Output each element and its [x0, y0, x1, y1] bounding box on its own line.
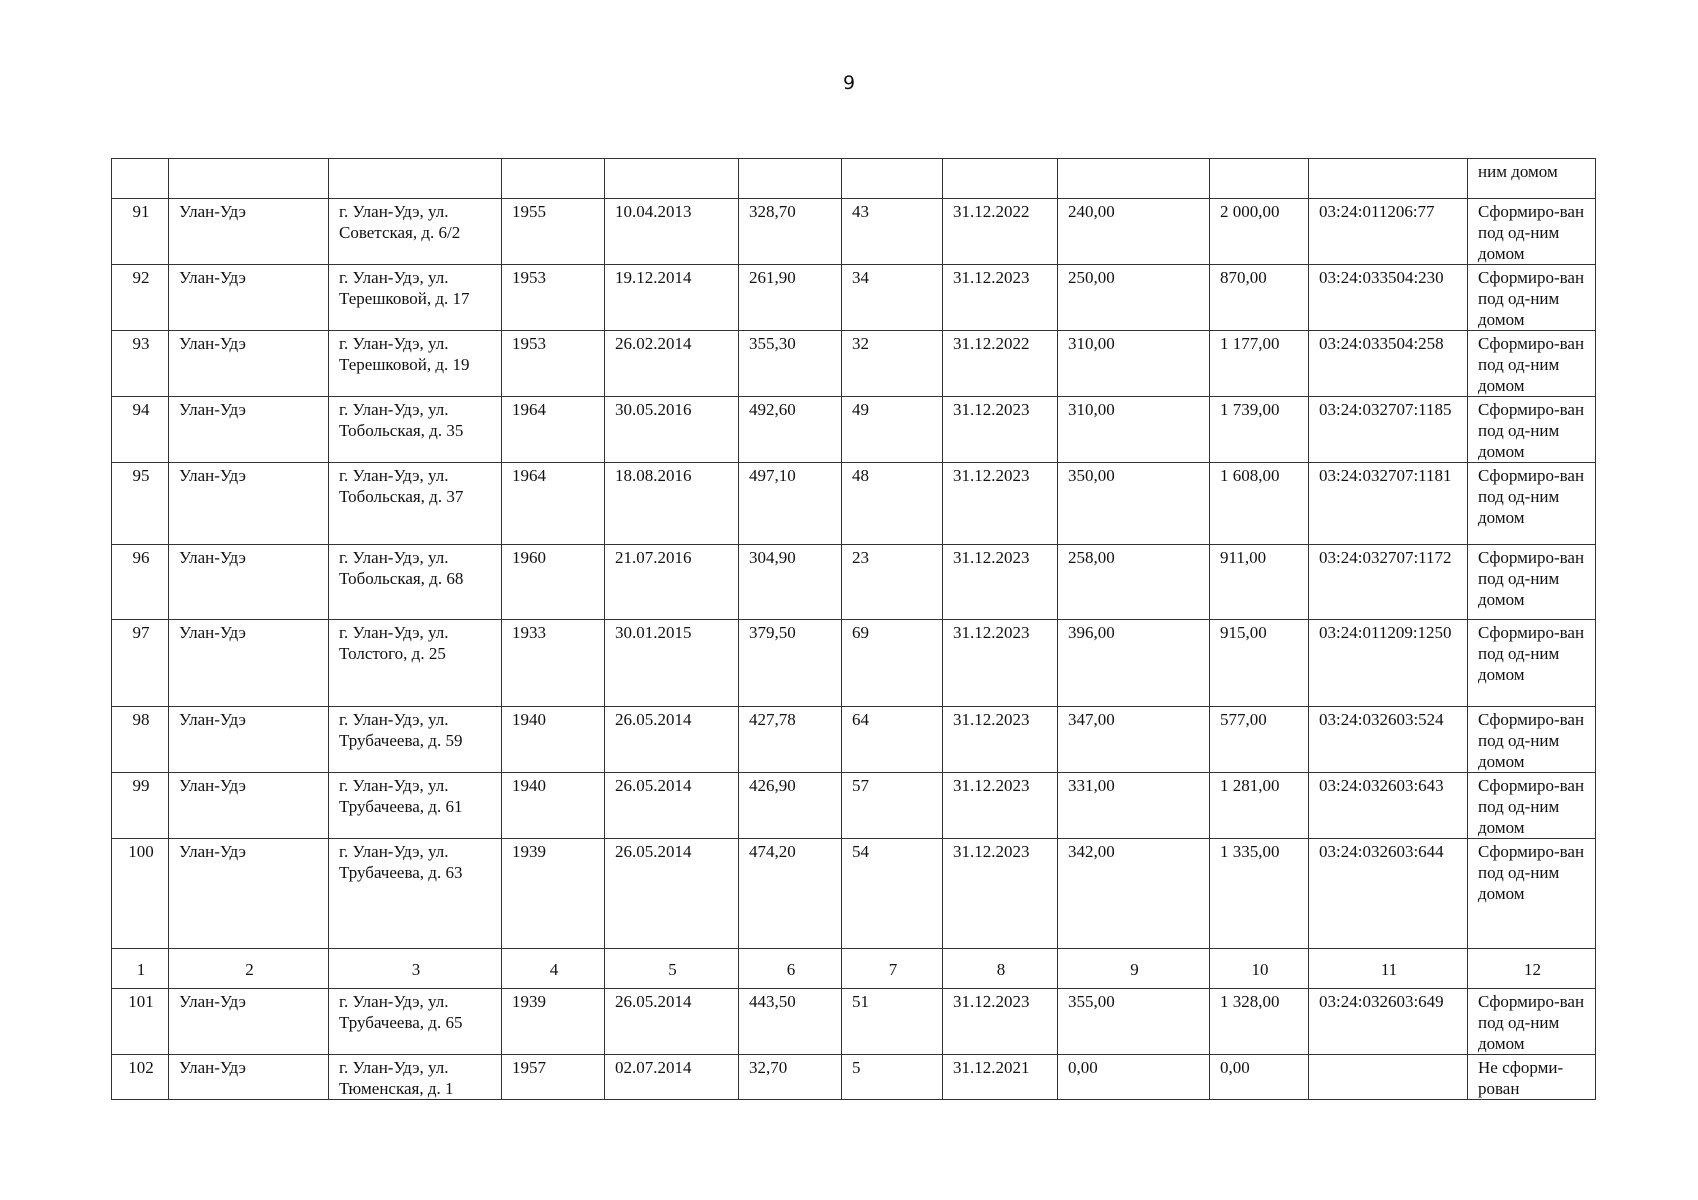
cell-area: 32,70 — [739, 1055, 842, 1100]
cell-year: 1953 — [502, 331, 605, 397]
cell-date: 18.08.2016 — [605, 463, 739, 545]
cell-num: 99 — [112, 773, 169, 839]
column-number: 6 — [739, 949, 842, 989]
cell-land-plot: 310,00 — [1058, 397, 1210, 463]
cell-land-plot: 0,00 — [1058, 1055, 1210, 1100]
cell-residents: 57 — [842, 773, 943, 839]
cell-date: 21.07.2016 — [605, 545, 739, 620]
cell-area: 497,10 — [739, 463, 842, 545]
cell-land-plot: 342,00 — [1058, 839, 1210, 949]
cell-status: Сформиро-ван под од-ним домом — [1468, 265, 1596, 331]
column-number: 3 — [329, 949, 502, 989]
cell-land-area: 911,00 — [1210, 545, 1309, 620]
cell-area: 443,50 — [739, 989, 842, 1055]
cell-date: 26.02.2014 — [605, 331, 739, 397]
cell-address: г. Улан-Удэ, ул. Толстого, д. 25 — [329, 620, 502, 707]
cell-cadastral — [1309, 159, 1468, 199]
table-row — [112, 989, 1596, 1055]
cell-status: Сформиро-ван под од-ним домом — [1468, 463, 1596, 545]
cell-num: 98 — [112, 707, 169, 773]
cell-num: 92 — [112, 265, 169, 331]
cell-address: г. Улан-Удэ, ул. Трубачеева, д. 59 — [329, 707, 502, 773]
cell-city: Улан-Удэ — [169, 773, 329, 839]
table-row — [112, 159, 1596, 199]
cell-num: 91 — [112, 199, 169, 265]
cell-city: Улан-Удэ — [169, 989, 329, 1055]
cell-land-area: 2 000,00 — [1210, 199, 1309, 265]
cell-date: 26.05.2014 — [605, 839, 739, 949]
cell-status: Сформиро-ван под од-ним домом — [1468, 331, 1596, 397]
cell-residents — [842, 159, 943, 199]
cell-date: 19.12.2014 — [605, 265, 739, 331]
cell-deadline: 31.12.2023 — [943, 989, 1058, 1055]
cell-num: 95 — [112, 463, 169, 545]
cell-residents: 51 — [842, 989, 943, 1055]
cell-deadline: 31.12.2023 — [943, 773, 1058, 839]
cell-address: г. Улан-Удэ, ул. Терешковой, д. 17 — [329, 265, 502, 331]
cell-land-area: 1 177,00 — [1210, 331, 1309, 397]
cell-cadastral: 03:24:033504:258 — [1309, 331, 1468, 397]
cell-land-area: 1 281,00 — [1210, 773, 1309, 839]
table-row — [112, 545, 1596, 620]
cell-cadastral: 03:24:011206:77 — [1309, 199, 1468, 265]
cell-residents: 64 — [842, 707, 943, 773]
page-number: 9 — [842, 72, 856, 94]
cell-address: г. Улан-Удэ, ул. Трубачеева, д. 65 — [329, 989, 502, 1055]
cell-year: 1964 — [502, 397, 605, 463]
cell-date: 02.07.2014 — [605, 1055, 739, 1100]
cell-num: 94 — [112, 397, 169, 463]
cell-deadline: 31.12.2021 — [943, 1055, 1058, 1100]
cell-cadastral: 03:24:011209:1250 — [1309, 620, 1468, 707]
cell-area: 474,20 — [739, 839, 842, 949]
column-number: 9 — [1058, 949, 1210, 989]
cell-deadline: 31.12.2023 — [943, 265, 1058, 331]
cell-status: Сформиро-ван под од-ним домом — [1468, 199, 1596, 265]
cell-status: Сформиро-ван под од-ним домом — [1468, 707, 1596, 773]
cell-date: 26.05.2014 — [605, 707, 739, 773]
column-number: 10 — [1210, 949, 1309, 989]
cell-city: Улан-Удэ — [169, 463, 329, 545]
cell-land-plot: 331,00 — [1058, 773, 1210, 839]
cell-deadline: 31.12.2023 — [943, 707, 1058, 773]
cell-land-area: 870,00 — [1210, 265, 1309, 331]
cell-status: Сформиро-ван под од-ним домом — [1468, 397, 1596, 463]
cell-city: Улан-Удэ — [169, 265, 329, 331]
cell-deadline: 31.12.2023 — [943, 545, 1058, 620]
cell-city: Улан-Удэ — [169, 707, 329, 773]
cell-year: 1940 — [502, 773, 605, 839]
table-row — [112, 331, 1596, 397]
cell-status: Сформиро-ван под од-ним домом — [1468, 989, 1596, 1055]
cell-address — [329, 159, 502, 199]
cell-year: 1960 — [502, 545, 605, 620]
cell-year: 1939 — [502, 839, 605, 949]
table-row — [112, 773, 1596, 839]
table-row — [112, 707, 1596, 773]
cell-address: г. Улан-Удэ, ул. Тобольская, д. 35 — [329, 397, 502, 463]
column-number: 5 — [605, 949, 739, 989]
cell-num: 97 — [112, 620, 169, 707]
cell-city: Улан-Удэ — [169, 397, 329, 463]
cell-land-plot: 250,00 — [1058, 265, 1210, 331]
cell-deadline: 31.12.2022 — [943, 199, 1058, 265]
cell-status: Сформиро-ван под од-ним домом — [1468, 839, 1596, 949]
cell-land-area: 1 739,00 — [1210, 397, 1309, 463]
cell-land-plot: 396,00 — [1058, 620, 1210, 707]
cell-num: 101 — [112, 989, 169, 1055]
cell-num — [112, 159, 169, 199]
cell-land-area: 577,00 — [1210, 707, 1309, 773]
table-row — [112, 839, 1596, 949]
cell-deadline: 31.12.2023 — [943, 620, 1058, 707]
cell-status: Не сформи-рован — [1468, 1055, 1596, 1100]
cell-deadline: 31.12.2022 — [943, 331, 1058, 397]
cell-residents: 49 — [842, 397, 943, 463]
cell-area: 379,50 — [739, 620, 842, 707]
column-number: 7 — [842, 949, 943, 989]
cell-residents: 43 — [842, 199, 943, 265]
cell-address: г. Улан-Удэ, ул. Трубачеева, д. 61 — [329, 773, 502, 839]
cell-date: 10.04.2013 — [605, 199, 739, 265]
cell-area: 304,90 — [739, 545, 842, 620]
cell-residents: 54 — [842, 839, 943, 949]
table-row — [112, 463, 1596, 545]
cell-status: ним домом — [1468, 159, 1596, 199]
cell-year: 1933 — [502, 620, 605, 707]
cell-land-area: 1 328,00 — [1210, 989, 1309, 1055]
cell-cadastral: 03:24:032603:644 — [1309, 839, 1468, 949]
cell-area: 261,90 — [739, 265, 842, 331]
cell-date — [605, 159, 739, 199]
cell-cadastral — [1309, 1055, 1468, 1100]
cell-deadline: 31.12.2023 — [943, 397, 1058, 463]
cell-land-plot: 258,00 — [1058, 545, 1210, 620]
cell-address: г. Улан-Удэ, ул. Советская, д. 6/2 — [329, 199, 502, 265]
cell-num: 93 — [112, 331, 169, 397]
cell-cadastral: 03:24:033504:230 — [1309, 265, 1468, 331]
cell-city: Улан-Удэ — [169, 545, 329, 620]
cell-land-area — [1210, 159, 1309, 199]
cell-residents: 23 — [842, 545, 943, 620]
cell-year — [502, 159, 605, 199]
cell-land-plot: 347,00 — [1058, 707, 1210, 773]
cell-city: Улан-Удэ — [169, 331, 329, 397]
table-row — [112, 199, 1596, 265]
cell-city — [169, 159, 329, 199]
cell-area: 427,78 — [739, 707, 842, 773]
cell-year: 1939 — [502, 989, 605, 1055]
cell-cadastral: 03:24:032603:643 — [1309, 773, 1468, 839]
cell-status: Сформиро-ван под од-ним домом — [1468, 545, 1596, 620]
cell-num: 100 — [112, 839, 169, 949]
cell-year: 1940 — [502, 707, 605, 773]
cell-residents: 69 — [842, 620, 943, 707]
cell-area: 328,70 — [739, 199, 842, 265]
column-number: 11 — [1309, 949, 1468, 989]
cell-date: 30.05.2016 — [605, 397, 739, 463]
cell-address: г. Улан-Удэ, ул. Тобольская, д. 68 — [329, 545, 502, 620]
cell-year: 1964 — [502, 463, 605, 545]
cell-date: 26.05.2014 — [605, 989, 739, 1055]
cell-city: Улан-Удэ — [169, 199, 329, 265]
cell-cadastral: 03:24:032707:1185 — [1309, 397, 1468, 463]
table-row — [112, 397, 1596, 463]
cell-date: 30.01.2015 — [605, 620, 739, 707]
cell-residents: 34 — [842, 265, 943, 331]
cell-land-area: 915,00 — [1210, 620, 1309, 707]
cell-residents: 32 — [842, 331, 943, 397]
cell-land-area: 0,00 — [1210, 1055, 1309, 1100]
table-row — [112, 265, 1596, 331]
cell-address: г. Улан-Удэ, ул. Тобольская, д. 37 — [329, 463, 502, 545]
cell-cadastral: 03:24:032603:649 — [1309, 989, 1468, 1055]
cell-deadline — [943, 159, 1058, 199]
cell-year: 1953 — [502, 265, 605, 331]
column-number: 1 — [112, 949, 169, 989]
cell-num: 96 — [112, 545, 169, 620]
cell-area: 355,30 — [739, 331, 842, 397]
cell-area — [739, 159, 842, 199]
column-number: 8 — [943, 949, 1058, 989]
cell-date: 26.05.2014 — [605, 773, 739, 839]
column-number: 2 — [169, 949, 329, 989]
cell-land-plot: 350,00 — [1058, 463, 1210, 545]
cell-residents: 48 — [842, 463, 943, 545]
cell-land-plot: 240,00 — [1058, 199, 1210, 265]
column-number-row — [112, 949, 1596, 989]
cell-residents: 5 — [842, 1055, 943, 1100]
housing-registry-table — [111, 158, 1596, 1100]
cell-status: Сформиро-ван под од-ним домом — [1468, 773, 1596, 839]
cell-land-area: 1 608,00 — [1210, 463, 1309, 545]
cell-year: 1955 — [502, 199, 605, 265]
cell-land-plot: 355,00 — [1058, 989, 1210, 1055]
cell-cadastral: 03:24:032603:524 — [1309, 707, 1468, 773]
cell-cadastral: 03:24:032707:1172 — [1309, 545, 1468, 620]
cell-status: Сформиро-ван под од-ним домом — [1468, 620, 1596, 707]
cell-city: Улан-Удэ — [169, 1055, 329, 1100]
cell-address: г. Улан-Удэ, ул. Трубачеева, д. 63 — [329, 839, 502, 949]
cell-address: г. Улан-Удэ, ул. Тюменская, д. 1 — [329, 1055, 502, 1100]
cell-city: Улан-Удэ — [169, 839, 329, 949]
cell-address: г. Улан-Удэ, ул. Терешковой, д. 19 — [329, 331, 502, 397]
cell-area: 426,90 — [739, 773, 842, 839]
cell-land-plot: 310,00 — [1058, 331, 1210, 397]
cell-num: 102 — [112, 1055, 169, 1100]
table-row — [112, 620, 1596, 707]
cell-land-area: 1 335,00 — [1210, 839, 1309, 949]
cell-year: 1957 — [502, 1055, 605, 1100]
cell-area: 492,60 — [739, 397, 842, 463]
cell-cadastral: 03:24:032707:1181 — [1309, 463, 1468, 545]
table-body — [112, 159, 1596, 1100]
cell-deadline: 31.12.2023 — [943, 839, 1058, 949]
table-row — [112, 1055, 1596, 1100]
cell-city: Улан-Удэ — [169, 620, 329, 707]
cell-land-plot — [1058, 159, 1210, 199]
cell-deadline: 31.12.2023 — [943, 463, 1058, 545]
column-number: 12 — [1468, 949, 1596, 989]
column-number: 4 — [502, 949, 605, 989]
